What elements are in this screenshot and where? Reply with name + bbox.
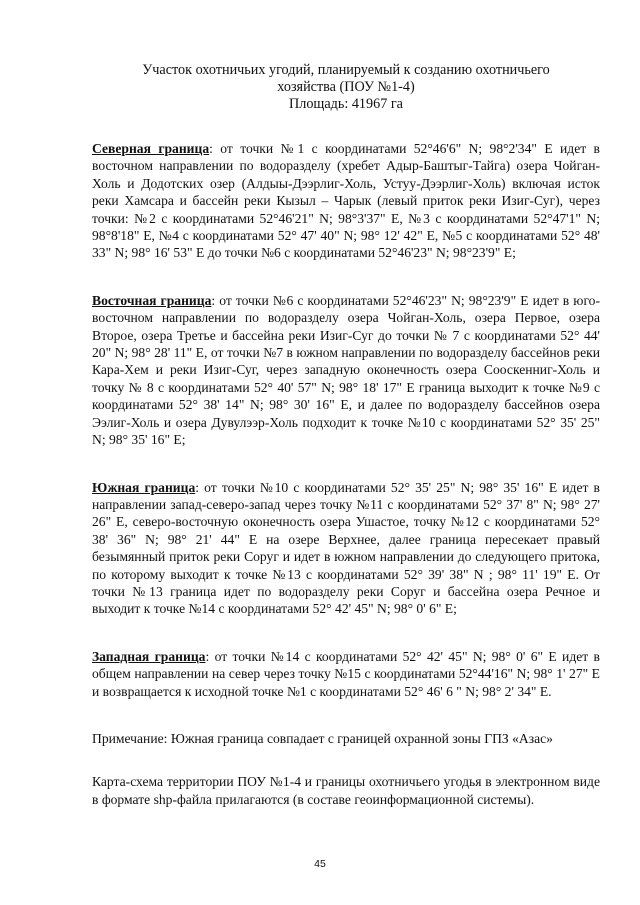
south-boundary-section <box>92 479 600 618</box>
document-heading <box>92 62 600 113</box>
document-body <box>92 62 600 808</box>
west-boundary-text: : от точки №14 с координатами 52° 42' 45" N; 98° 0' 6" E идет в общем направлении на север через точку №15 с координатами 52°44'16" N; 98° 1' 27" E и возвращается к исходной точке №1 с координатами 52° 46' 6 " N; 98° 2' 34" E. <box>92 648 600 699</box>
west-boundary-title: Западная граница <box>92 648 206 664</box>
east-boundary-title: Восточная граница <box>92 292 212 308</box>
map-scheme-note: Карта-схема территории ПОУ №1-4 и границы охотничьего угодья в электронном виде в формате shp-файла прилагаются (в составе геоинформационной системы). <box>92 774 600 807</box>
page-number: 45 <box>314 858 326 870</box>
south-boundary-text: : от точки №10 с координатами 52° 35' 25" N; 98° 35' 16" E идет в направлении запад-северо-запад через точку №11 с координатами 52° 37' 8" N; 98° 27' 26" E, северо-восточную оконечность озера Ушастое, точку №12 с координатами 52° 38' 36" N; 98° 21' 44" E на озере Верхнее, далее граница пересекает правый безымянный приток реки Соруг и идет в южном направлении до следующего притока, по которому выходит к точке №13 с координатами 52° 39' 38" N ; 98° 11' 19" E. От точки №13 граница идет по водоразделу реки Соруг и бассейна озера Речное и выходит к точке №14 с координатами 52° 42' 45" N; 98° 0' 6" E; <box>92 479 600 617</box>
heading-area: Площадь: 41967 га <box>289 96 403 112</box>
heading-line-1: Участок охотничьих угодий, планируемый к созданию охотничьего <box>142 62 550 78</box>
north-boundary-text: : от точки №1 с координатами 52°46'6" N; 98°2'34" E идет в восточном направлении по водоразделу (хребет Адыр-Баштыг-Тайга) озера Чойган-Холь и Додотских озер (Алдыы-Дээрлиг-Холь, Устуу-Дээрлиг-Холь) включая исток реки Хамсара и бассейн реки Кызыл – Чарык (левый приток реки Изиг-Суг), через точки: №2 с координатами 52°46'21" N; 98°3'37" E, №3 с координатами 52°47'1" N; 98°8'18" E, №4 с координатами 52° 47' 40" N; 98° 12' 42" E, №5 с координатами 52° 48' 33" N; 98° 16' 53" E до точки №6 с координатами 52°46'23" N; 98°23'9" E; <box>92 141 600 261</box>
south-boundary-title: Южная граница <box>92 479 196 495</box>
east-boundary-text: : от точки №6 с координатами 52°46'23" N; 98°23'9" E идет в юго-восточном направлении по водоразделу озера Чойган-Холь, озера Первое, озера Второе, озера Третье и бассейна реки Изиг-Суг до точки № 7 с координатами 52° 44' 20" N; 98° 28' 11" E, от точки №7 в южном направлении по водоразделу бассейнов реки Кара-Хем и реки Изиг-Суг, через западную оконечность озера Сооскенниг-Холь и точку № 8 с координатами 52° 40' 57" N; 98° 18' 17" E граница выходит к точке №9 с координатами 52° 38' 14" N; 98° 30' 16" E, и далее по водоразделу бассейнов озера Ээлиг-Холь и озера Дувулээр-Холь подходит к точке №10 с координатами 52° 35' 25" N; 98° 35' 16" E; <box>92 292 600 448</box>
west-boundary-section <box>92 648 600 700</box>
heading-line-2: хозяйства (ПОУ №1-4) <box>277 79 415 95</box>
boundary-note: Примечание: Южная граница совпадает с границей охранной зоны ГПЗ «Азас» <box>92 730 553 746</box>
north-boundary-section <box>92 140 600 262</box>
east-boundary-section <box>92 292 600 449</box>
north-boundary-title: Северная граница <box>92 141 210 156</box>
